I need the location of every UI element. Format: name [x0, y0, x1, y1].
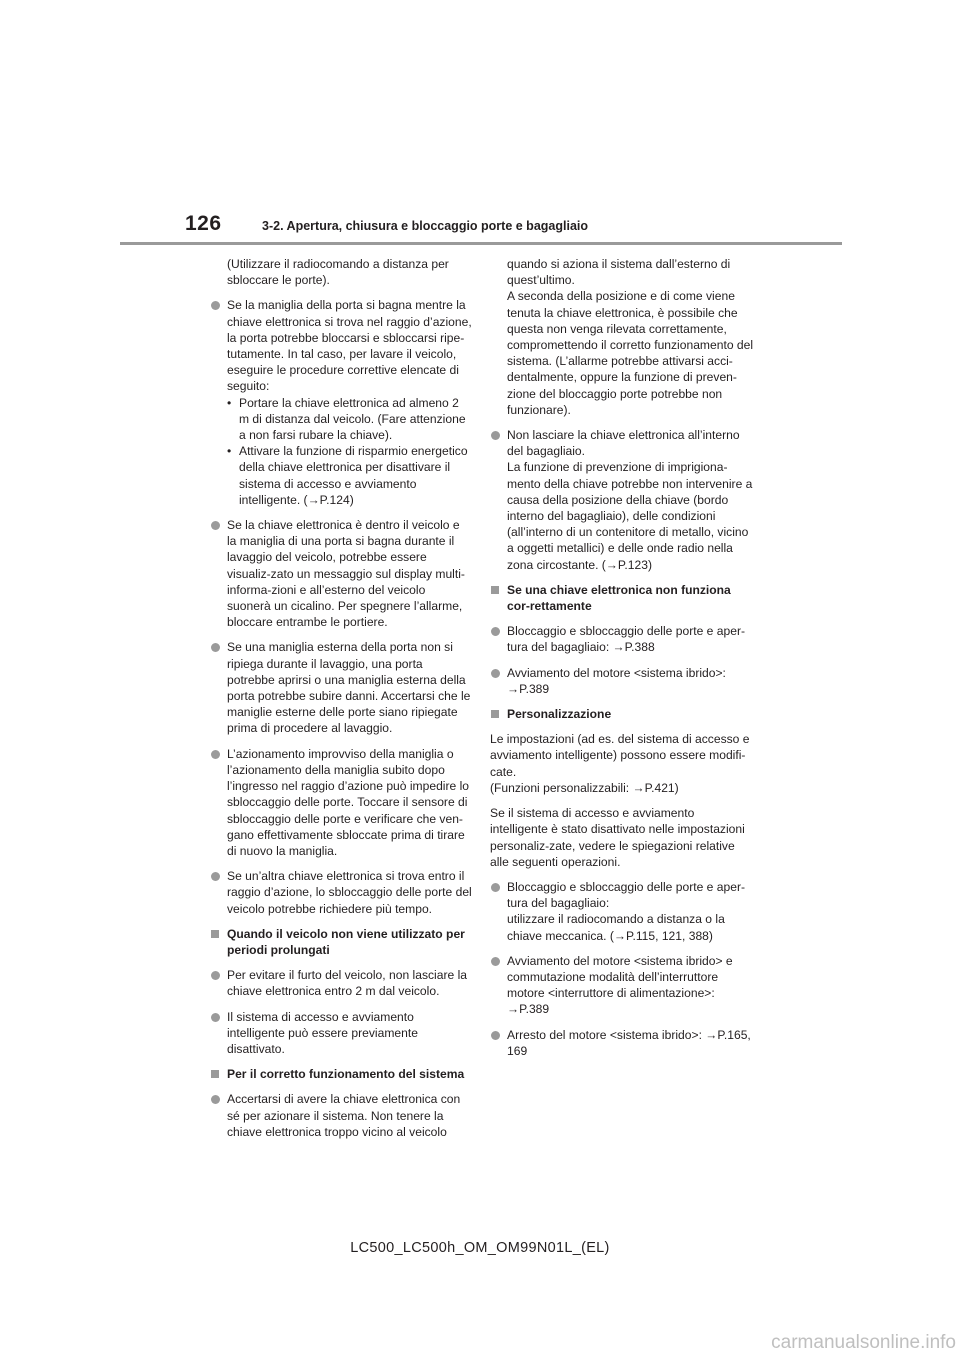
bullet-dot-icon: [211, 301, 220, 310]
bullet-text: Bloccaggio e sbloccaggio delle porte e aper-tura del bagagliaio: →P.388: [507, 624, 745, 655]
bullet-text: Avviamento del motore <sistema ibrido>: →P.389: [507, 665, 726, 696]
bullet-text: Bloccaggio e sbloccaggio delle porte e aper-tura del bagagliaio:: [507, 879, 745, 911]
continued-text: [490, 256, 754, 418]
list-item: [210, 1009, 472, 1058]
sub-item-text: Portare la chiave elettronica ad almeno 2 m di distanza dal veicolo. (Fare attenzione a non farsi rubare la chiave).: [239, 395, 466, 443]
bullet-dot-icon: [211, 872, 220, 881]
bullet-text: Se la chiave elettronica è dentro il veicolo e la maniglia di una porta si bagna durante il lavaggio del veicolo, potrebbe essere visualiz-zato un messaggio sul display multi-informa-zioni e all’esterno del veicolo suonerà un cicalino. Per spegnere l’allarme, bloccare entrambe le portiere.: [227, 518, 465, 630]
bullet-dot-icon: [211, 1095, 220, 1104]
heading-text: Quando il veicolo non viene utilizzato per periodi prolungati: [227, 926, 465, 957]
list-item: [490, 879, 754, 944]
list-item: [210, 517, 472, 630]
header-rule: [120, 242, 842, 245]
bullet-dot-icon: [211, 1013, 220, 1022]
heading-text: Personalizzazione: [507, 707, 612, 722]
heading-square-icon: [211, 1070, 219, 1078]
sub-item: • Attivare la funzione di risparmio energetico della chiave elettronica per disattivare il sistema di accesso e avviamento intelligente. (→P.124): [227, 444, 468, 507]
paragraph: [490, 731, 754, 796]
bullet-dot-icon: [211, 971, 220, 980]
list-item: [490, 1027, 754, 1059]
heading-square-icon: [491, 710, 499, 718]
bullet-text: Non lasciare la chiave elettronica all’interno del bagagliaio.: [507, 428, 740, 459]
intro-text: (Utilizzare il radiocomando a distanza per sbloccare le porte).: [227, 257, 449, 288]
bullet-dot-icon: [491, 883, 500, 892]
sub-item-text: Attivare la funzione di risparmio energetico della chiave elettronica per disattivare il sistema di accesso e avviamento intelligente. (→P.124): [239, 444, 468, 507]
sub-item: • Portare la chiave elettronica ad almeno 2 m di distanza dal veicolo. (Fare attenzione a non farsi rubare la chiave).: [227, 395, 466, 443]
bullet-dot-icon: [491, 1031, 500, 1040]
paragraph: Se il sistema di accesso e avviamento intelligente è stato disattivato nelle impostazioni personaliz-zate, vedere le spiegazioni relative alle seguenti operazioni.: [490, 806, 745, 869]
continued-line: quando si aziona il sistema dall’esterno di quest’ultimo.: [507, 257, 731, 288]
watermark: carmanualsonline.info: [771, 1332, 956, 1353]
document-code: LC500_LC500h_OM_OM99N01L_(EL): [350, 1240, 610, 1256]
list-item: [490, 953, 754, 1018]
list-item: [210, 868, 472, 917]
continued-line: A seconda della posizione e di come viene tenuta la chiave elettronica, è possibile che questa non venga rilevata correttamente, compromettendo il corretto funzionamento del sistema. (L’allarme potrebbe attivarsi acci-dentalmente, oppure la funzione di preven-zione del bloccaggio porte potrebbe non funzionare).: [507, 289, 754, 417]
list-item: [210, 297, 472, 508]
bullet-text: Se un’altra chiave elettronica si trova entro il raggio d’azione, lo sbloccaggio delle porte del veicolo potrebbe richiedere più tempo.: [227, 869, 472, 916]
bullet-text: Arresto del motore <sistema ibrido>: →P.165, 169: [507, 1027, 751, 1058]
bullet-text: Accertarsi di avere la chiave elettronica con sé per azionare il sistema. Non tenere la chiave elettronica troppo vicino al veicolo: [227, 1092, 461, 1139]
list-item: [210, 746, 472, 859]
heading-square-icon: [491, 586, 499, 594]
list-item: [210, 1091, 472, 1140]
section-heading: [210, 1066, 472, 1082]
bullet-dot-icon: [211, 643, 220, 652]
bullet-dot-icon: [491, 957, 500, 966]
bullet-text: Avviamento del motore <sistema ibrido> e commutazione modalità dell’interruttore motore <interruttore di alimentazione>: →P.389: [507, 953, 733, 1017]
bullet-dot-icon: [491, 627, 500, 636]
bullet-text: L’azionamento improvviso della maniglia o l’azionamento della maniglia subito dopo l’ingresso nel raggio d’azione può impedire lo sbloccaggio delle porte. Toccare il sensore di sbloccaggio delle porte e verificare che ven-gano effettivamente sbloccate prima di tirare di nuovo la maniglia.: [227, 746, 470, 858]
heading-text: Se una chiave elettronica non funziona cor-rettamente: [507, 582, 731, 614]
bullet-text: Il sistema di accesso e avviamento intelligente può essere previamente disattivato.: [227, 1009, 418, 1056]
paragraph-line: (Funzioni personalizzabili: →P.421): [490, 780, 679, 795]
bullet-text: Se una maniglia esterna della porta non si ripiega durante il lavaggio, una porta potrebbe aprirsi o una maniglia esterna della porta potrebbe subire danni. Accertarsi che le maniglie esterne delle porte siano ripiegate prima di procedere al lavaggio.: [227, 640, 471, 736]
right-column: [490, 256, 754, 1068]
list-item: [490, 665, 754, 697]
section-heading: [490, 706, 754, 722]
bullet-text: Per evitare il furto del veicolo, non lasciare la chiave elettronica entro 2 m dal veicolo.: [227, 968, 467, 999]
bullet-dot-icon: [211, 750, 220, 759]
heading-text: Per il corretto funzionamento del sistema: [227, 1067, 465, 1082]
section-heading: [490, 582, 754, 614]
bullet-dot-icon: [491, 431, 500, 440]
page-number: 126: [185, 212, 222, 235]
bullet-dot-icon: [211, 521, 220, 530]
list-item: [210, 639, 472, 736]
list-item: [210, 967, 472, 999]
section-title: 3-2. Apertura, chiusura e bloccaggio porte e bagagliaio: [262, 219, 589, 233]
list-item: [490, 427, 754, 573]
paragraph-line: Le impostazioni (ad es. del sistema di accesso e avviamento intelligente) possono essere modifi-cate.: [490, 732, 750, 779]
list-item: [490, 623, 754, 655]
bullet-text: Se la maniglia della porta si bagna mentre la chiave elettronica si trova nel raggio d’azione, la porta potrebbe bloccarsi e sbloccarsi ripe-tutamente. In tal caso, per lavare il veicolo, eseguire le procedure correttive elencate di seguito:: [227, 298, 472, 394]
heading-square-icon: [211, 930, 219, 938]
left-column: [210, 256, 472, 1149]
bullet-dot-icon: [491, 669, 500, 678]
section-heading: [210, 926, 472, 958]
bullet-text: utilizzare il radiocomando a distanza o la chiave meccanica. (→P.115, 121, 388): [507, 912, 725, 943]
bullet-text: La funzione di prevenzione di imprigiona-mento della chiave potrebbe non intervenire a causa della posizione della chiave (bordo interno del bagagliaio), delle condizioni (all’interno di un contenitore di metallo, vicino a oggetti metallici) e delle onde radio nella zona circostante. (→P.123): [507, 460, 753, 572]
